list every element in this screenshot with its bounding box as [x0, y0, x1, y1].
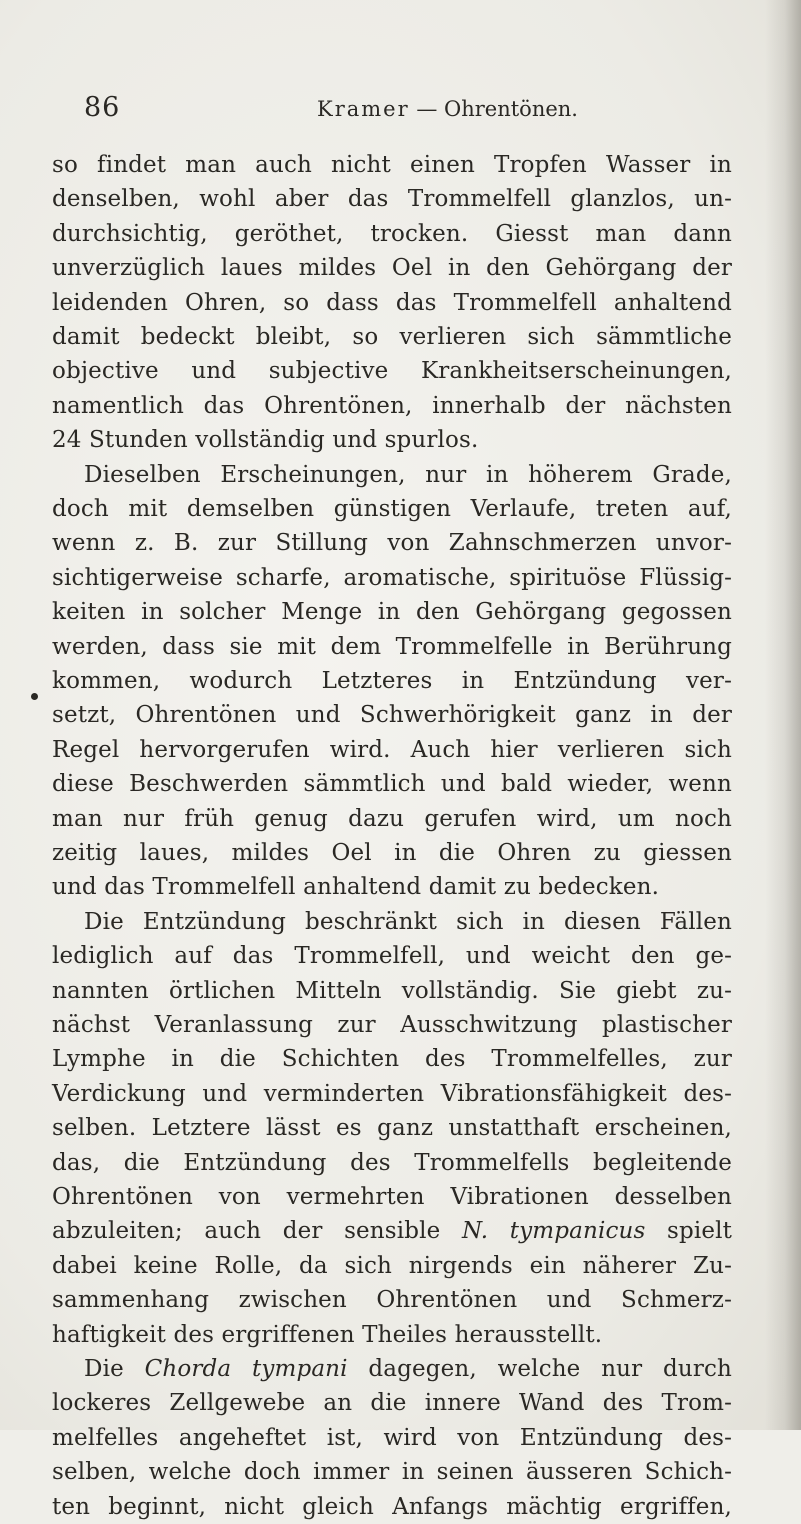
text-line: Verdickung und verminderten Vibrationsfähigkeit des-: [52, 1080, 732, 1107]
text-line: keiten in solcher Menge in den Gehörgang gegossen: [52, 599, 732, 626]
text-line: haftigkeit des ergriffenen Theiles herausstellt.: [52, 1321, 603, 1348]
text-line: Lymphe in die Schichten des Trommelfelles, zur: [52, 1046, 732, 1073]
text-line: lediglich auf das Trommelfell, und weicht den ge-: [52, 943, 732, 970]
text-line: so findet man auch nicht einen Tropfen Wasser in: [52, 152, 732, 178]
text-segment: abzuleiten; auch der sensible: [52, 1218, 462, 1245]
text-line: sichtigerweise scharfe, aromatische, spirituöse Flüssig-: [52, 564, 732, 591]
text-line: ten beginnt, nicht gleich Anfangs mächtig ergriffen,: [52, 1493, 732, 1520]
running-head-author: Kramer: [317, 97, 410, 121]
text-line: Dieselben Erscheinungen, nur in höherem Grade,: [84, 461, 732, 488]
running-head: [317, 94, 578, 124]
text-line: kommen, wodurch Letzteres in Entzündung ver-: [52, 668, 732, 694]
text-line: [52, 1214, 732, 1248]
text-line: selben. Letztere lässt es ganz unstatthaft erscheinen,: [52, 1115, 732, 1142]
text-line: melfelles angeheftet ist, wird von Entzündung des-: [52, 1424, 732, 1451]
margin-bullet-mark: [31, 693, 38, 700]
text-line: unverzüglich laues mildes Oel in den Gehörgang der: [52, 255, 732, 282]
text-line: werden, dass sie mit dem Trommelfelle in Berührung: [52, 633, 732, 660]
text-line: [84, 1352, 732, 1386]
text-line: lockeres Zellgewebe an die innere Wand des Trom-: [52, 1390, 732, 1417]
text-segment: Die: [84, 1356, 145, 1382]
text-line: man nur früh genug dazu gerufen wird, um noch: [52, 805, 732, 832]
text-line: dabei keine Rolle, da sich nirgends ein näherer Zu-: [52, 1252, 732, 1279]
running-head-separator: —: [409, 97, 444, 121]
text-segment: dagegen, welche nur durch: [347, 1356, 732, 1382]
page-header: [84, 90, 724, 130]
text-line: durchsichtig, geröthet, trocken. Giesst man dann: [52, 220, 732, 247]
text-line: zeitig laues, mildes Oel in die Ohren zu giessen: [52, 840, 732, 866]
text-line: Die Entzündung beschränkt sich in diesen Fällen: [84, 908, 732, 935]
text-line: wenn z. B. zur Stillung von Zahnschmerzen unvor-: [52, 530, 732, 557]
text-line: 24 Stunden vollständig und spurlos.: [52, 427, 479, 454]
text-line: Regel hervorgerufen wird. Auch hier verlieren sich: [52, 736, 732, 763]
text-line: objective und subjective Krankheitserscheinungen,: [52, 358, 732, 385]
text-line: setzt, Ohrentönen und Schwerhörigkeit ganz in der: [52, 702, 732, 729]
text-segment: spielt: [645, 1218, 733, 1245]
text-line: denselben, wohl aber das Trommelfell glanzlos, un-: [52, 186, 732, 213]
text-line: nannten örtlichen Mitteln vollständig. Sie giebt zu-: [52, 977, 732, 1004]
text-line: damit bedeckt bleibt, so verlieren sich sämmtliche: [52, 324, 732, 350]
text-line: doch mit demselben günstigen Verlaufe, treten auf,: [52, 496, 732, 522]
italic-term: N. tympanicus: [461, 1218, 646, 1245]
text-line: selben, welche doch immer in seinen äusseren Schich-: [52, 1459, 732, 1486]
text-line: diese Beschwerden sämmtlich und bald wieder, wenn: [52, 771, 732, 798]
text-line: namentlich das Ohrentönen, innerhalb der nächsten: [52, 392, 732, 419]
running-head-title: Ohrentönen.: [444, 97, 578, 121]
text-line: und das Trommelfell anhaltend damit zu bedecken.: [52, 874, 660, 901]
text-line: leidenden Ohren, so dass das Trommelfell anhaltend: [52, 289, 732, 316]
text-line: Ohrentönen von vermehrten Vibrationen desselben: [52, 1184, 732, 1210]
text-line: das, die Entzündung des Trommelfells begleitende: [52, 1149, 732, 1176]
italic-term: Chorda tympani: [144, 1356, 348, 1382]
binding-shadow: [765, 0, 801, 1430]
text-line: nächst Veranlassung zur Ausschwitzung plastischer: [52, 1012, 732, 1038]
text-line: sammenhang zwischen Ohrentönen und Schmerz-: [52, 1287, 732, 1314]
page-number: 86: [84, 92, 121, 123]
